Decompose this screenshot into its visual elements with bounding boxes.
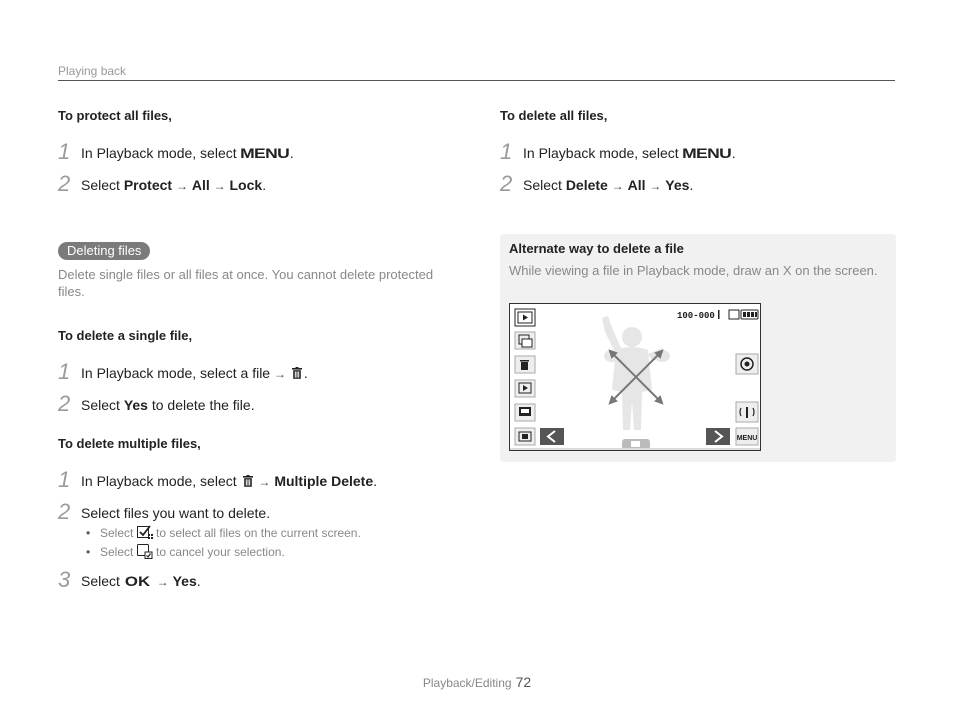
step-number: 1 xyxy=(58,139,71,164)
step-number: 2 xyxy=(500,171,513,196)
multiple-title: To delete multiple files, xyxy=(58,436,201,451)
left-column xyxy=(58,108,458,598)
single-step-2: 2 Select Yes to delete the file. xyxy=(58,391,255,416)
arrow-right-icon: → xyxy=(156,575,169,589)
cancel-selection-icon xyxy=(137,544,153,559)
arrow-right-icon: → xyxy=(274,367,286,381)
deleting-description: Delete single files or all files at once. You cannot delete protected files. xyxy=(58,267,434,299)
delete-all-step-1: 1 In Playback mode, select MENU. xyxy=(500,139,736,164)
step-number: 2 xyxy=(58,391,71,416)
step-number: 3 xyxy=(58,567,71,592)
tip-box xyxy=(500,234,896,462)
select-all-icon xyxy=(137,525,153,539)
page-header xyxy=(58,62,895,81)
ok-icon: OK xyxy=(124,573,150,589)
list-item: • Select to select all files on the current screen. xyxy=(82,524,458,543)
protect-title: To protect all files, xyxy=(58,108,172,123)
page-number: 72 xyxy=(515,674,532,690)
list-item: • Select to cancel your selection. xyxy=(82,543,458,562)
multiple-step-2: 2 Select files you want to delete. xyxy=(58,499,271,524)
step-number: 1 xyxy=(58,467,71,492)
arrow-right-icon: → xyxy=(258,475,271,489)
page-footer xyxy=(0,674,954,692)
camera-screen-graphic xyxy=(510,304,760,450)
step-number: 2 xyxy=(58,499,71,524)
menu-label: MENU xyxy=(736,435,758,442)
delete-all-title: To delete all files, xyxy=(500,108,608,123)
delete-all-step-2: 2 Select Delete → All → Yes. xyxy=(500,171,694,196)
trash-icon xyxy=(243,475,253,487)
arrow-right-icon: → xyxy=(649,179,662,193)
person-silhouette-icon xyxy=(602,316,670,430)
multiple-step-3: 3 Select OK → Yes. xyxy=(58,567,201,592)
protect-step-1: 1 In Playback mode, select MENU. xyxy=(58,139,294,164)
deleting-files-badge: Deleting files xyxy=(58,242,150,260)
file-number: 100-000 xyxy=(677,311,715,321)
menu-icon: MENU xyxy=(239,145,289,161)
menu-icon: MENU xyxy=(681,145,731,161)
arrow-right-icon: → xyxy=(611,179,624,193)
section-title: Playing back xyxy=(58,64,127,78)
footer-section: Playback/Editing xyxy=(422,676,512,690)
camera-screen-illustration xyxy=(509,303,761,451)
step-number: 1 xyxy=(58,359,71,384)
multiple-step-1: 1 In Playback mode, select → Multiple Delete. xyxy=(58,467,377,492)
left-icon-column xyxy=(515,309,535,445)
step-number: 2 xyxy=(58,171,71,196)
tip-title: Alternate way to delete a file xyxy=(509,241,684,256)
trash-icon xyxy=(292,367,302,379)
single-title: To delete a single file, xyxy=(58,328,193,343)
arrow-right-icon: → xyxy=(213,179,226,193)
arrow-right-icon: → xyxy=(175,179,188,193)
tip-text: While viewing a file in Playback mode, draw an X on the screen. xyxy=(509,263,878,278)
multiple-bullets xyxy=(82,524,458,562)
single-step-1: 1 In Playback mode, select a file → . xyxy=(58,359,308,384)
step-number: 1 xyxy=(500,139,513,164)
right-column xyxy=(500,108,896,202)
protect-step-2: 2 Select Protect → All → Lock. xyxy=(58,171,267,196)
